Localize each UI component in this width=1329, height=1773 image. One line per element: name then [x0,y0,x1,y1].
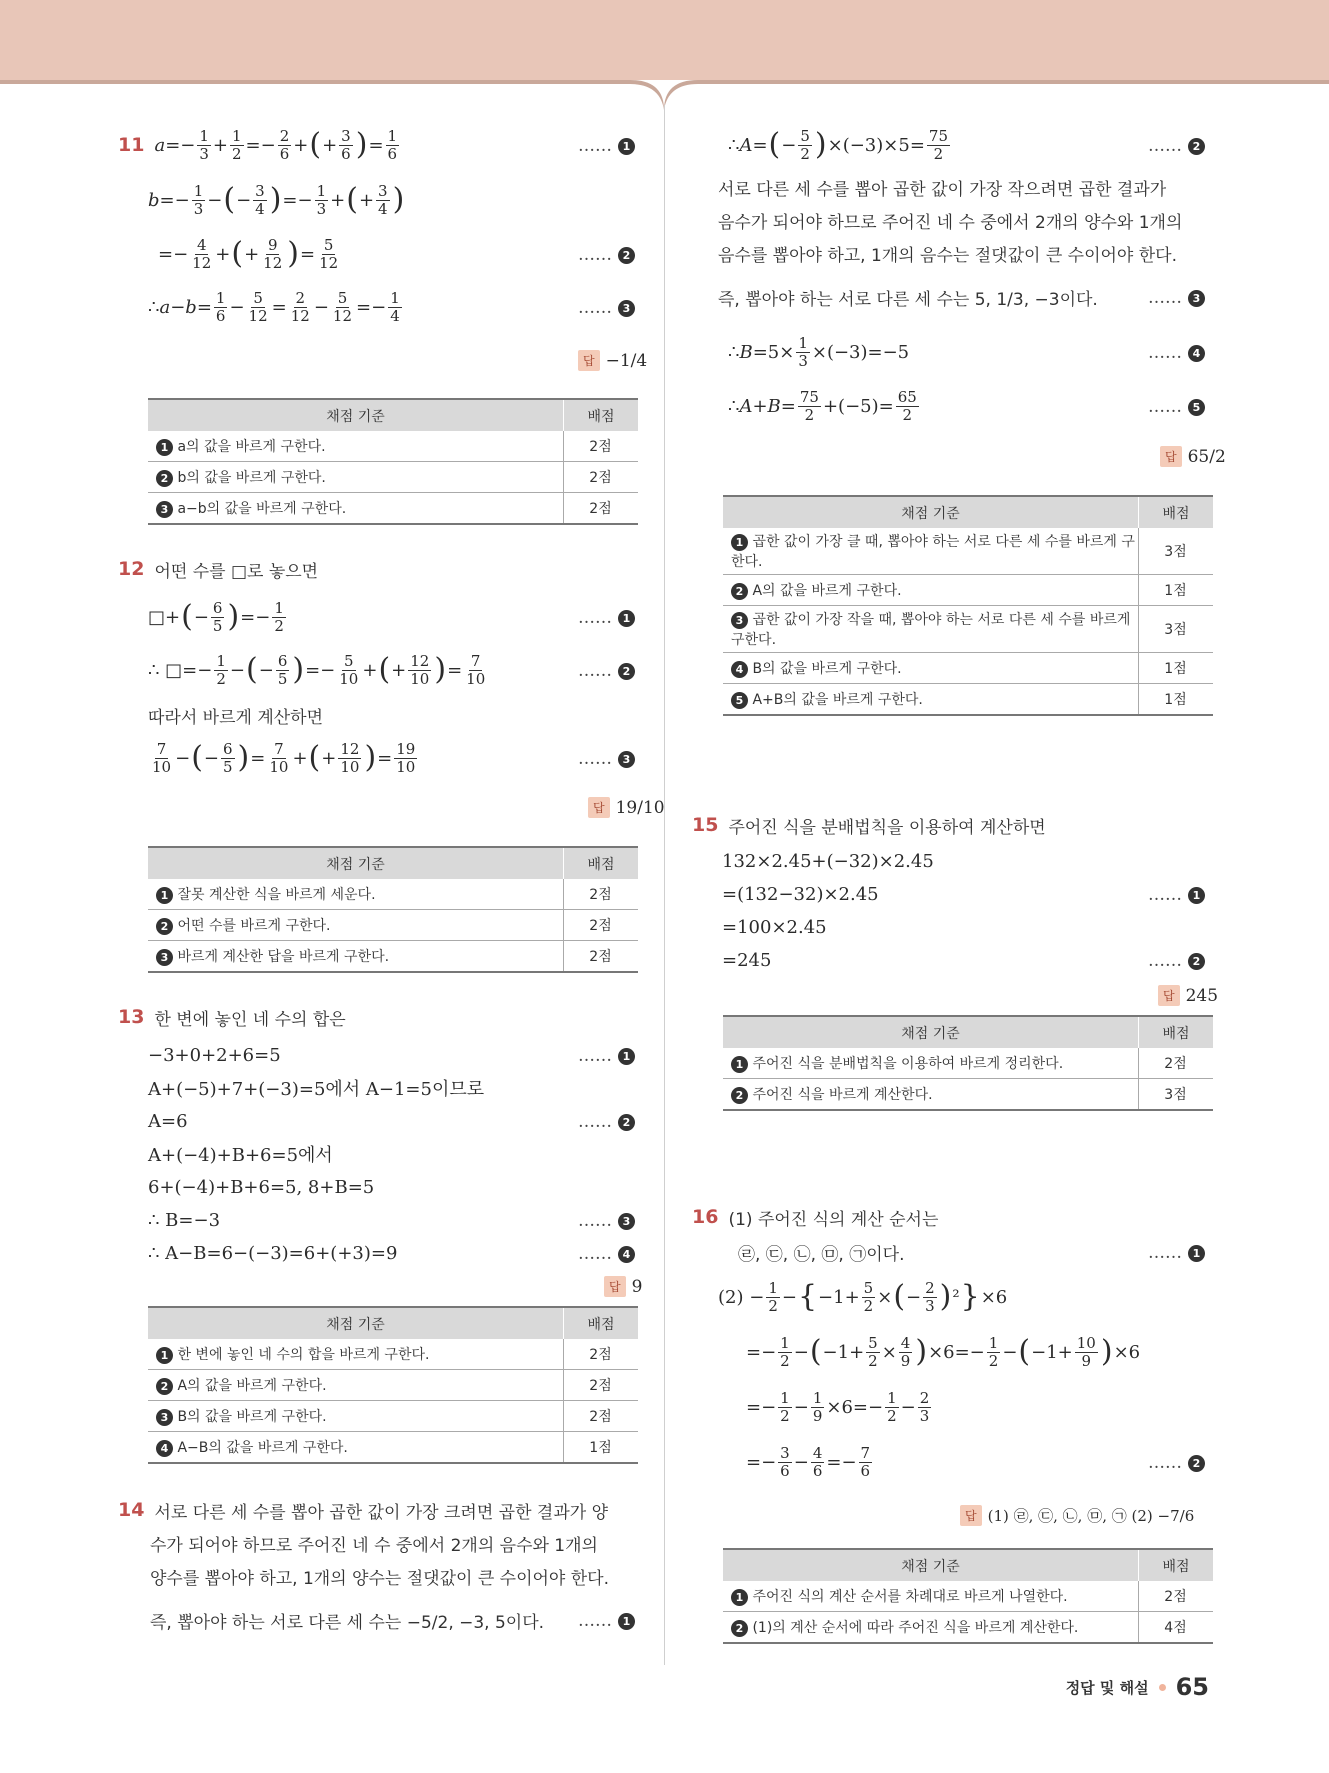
p12-line1: □+ ( − $\frac{6}{5}$ ) =− $\frac{1}{2}$ [148,599,284,635]
p15-l4: =245 [722,949,772,971]
table-row: 2 A의 값을 바르게 구한다. 1점 [723,575,1213,606]
p14-p2: 수가 되어야 하므로 주어진 네 수 중에서 2개의 음수와 1개의 [150,1535,598,1556]
table-row: 1 주어진 식의 계산 순서를 차례대로 바르게 나열한다. 2점 [723,1581,1213,1612]
step-marker-2: …… 2 [578,661,635,681]
p12-intro: 12 어떤 수를 □로 놓으면 [118,558,319,582]
p15-l2: =(132−32)×2.45 [722,883,879,905]
table-row: 4 A−B의 값을 바르게 구한다. 1점 [148,1432,638,1464]
step-marker-1: …… 1 [1148,1243,1205,1263]
p12-mid: 따라서 바르게 계산하면 [148,707,324,728]
p13-l6: ∴ B=−3 [148,1209,221,1231]
table-row: 5 A+B의 값을 바르게 구한다. 1점 [723,684,1213,716]
page-footer [1066,1673,1209,1701]
p11-score-table: 채점 기준 배점 1 a의 값을 바르게 구한다. 2점 2 b의 값을 바르게 구한다. 2점 3 a−b의 값을 바르게 구한다. 2점 [148,398,638,525]
p14-p3: 양수를 뽑아야 하고, 1개의 양수는 절댓값이 큰 수이어야 한다. [150,1568,609,1589]
step-marker-2: …… 2 [1148,136,1205,156]
p11-line-b1: b =− $\frac{1}{3}$ − ( − $\frac{3}{4}$ ) =− $\frac{1}{3}$ + ( + $\frac{3}{4}$ ) [148,182,405,218]
p15-score-table: 채점 기준 배점 1 주어진 식을 분배법칙을 이용하여 바르게 정리한다. 2점 2 주어진 식을 바르게 계산한다. 3점 [723,1015,1213,1111]
step-marker-1: …… 1 [578,136,635,156]
p14-answer: 답 65/2 [1160,446,1226,467]
p14-q2: 음수가 되어야 하므로 주어진 네 수 중에서 2개의 양수와 1개의 [718,212,1183,233]
step-marker-2: …… 2 [1148,951,1205,971]
p13-l4: A+(−4)+B+6=5에서 [148,1145,333,1166]
p15-l1: 132×2.45+(−32)×2.45 [722,850,934,872]
p14-p1: 14 서로 다른 세 수를 뽑아 곱한 값이 가장 크려면 곱한 결과가 양 [118,1499,609,1523]
p13-l2: A+(−5)+7+(−3)=5에서 A−1=5이므로 [148,1079,485,1100]
p11-line-amb: ∴ a − b = $\frac{1}{6}$ − $\frac{5}{12}$ = $\frac{2}{12}$ − $\frac{5}{12}$ =− $\frac{1}{4}$ [148,289,400,325]
answer-badge: 답 [578,350,600,371]
p13-l3: A=6 [148,1110,188,1132]
step-marker-4: …… 4 [578,1244,635,1264]
p16-order: ㉣, ㉢, ㉡, ㉤, ㉠이다. [738,1244,905,1265]
table-row: 3 바르게 계산한 답을 바르게 구한다. 2점 [148,941,638,973]
column-divider [664,105,665,1665]
p13-l5: 6+(−4)+B+6=5, 8+B=5 [148,1176,375,1198]
p16-score-table: 채점 기준 배점 1 주어진 식의 계산 순서를 차례대로 바르게 나열한다. 2점 2 (1)의 계산 순서에 따라 주어진 식을 바르게 계산한다. 4점 [723,1548,1213,1644]
p15-l3: =100×2.45 [722,916,827,938]
step-marker-1: …… 1 [1148,885,1205,905]
step-marker-4: …… 4 [1148,343,1205,363]
p11-answer: 답 −1/4 [578,350,647,371]
p14-q3: 음수를 뽑아야 하고, 1개의 음수는 절댓값이 큰 수이어야 한다. [718,245,1177,266]
step-marker-3: …… 3 [578,749,635,769]
table-row: 2 주어진 식을 바르게 계산한다. 3점 [723,1079,1213,1111]
p12-line2: ∴ □=− $\frac{1}{2}$ − ( − $\frac{6}{5}$ ) =− $\frac{5}{10}$ + ( + $\frac{12}{10}$ ) = $\frac{7}{10}$ [148,652,486,688]
p12-line3: $\frac{7}{10}$ − ( − $\frac{6}{5}$ ) = $\frac{7}{10}$ + ( + $\frac{12}{10}$ ) = $\frac{19}{10}$ [152,740,416,776]
step-marker-2: …… 2 [578,1112,635,1132]
footer-dot [1159,1684,1166,1691]
footer-label: 정답 및 해설 [1065,1678,1149,1697]
p14-sum-line: ∴ A + B = $\frac{75}{2}$ +(−5)= $\frac{65}{2}$ [728,388,917,424]
step-marker-3: …… 3 [578,1211,635,1231]
table-row: 2 A의 값을 바르게 구한다. 2점 [148,1370,638,1401]
p16-l2: =− $\frac{1}{2}$ − ( −1+ $\frac{5}{2}$ × $\frac{4}{9}$ ) ×6=− $\frac{1}{2}$ − ( −1+ $\frac{10}{9}$ ) ×6 [746,1334,1141,1370]
p16-l1: (2) − $\frac{1}{2}$ − { −1+ $\frac{5}{2}$ × ( − $\frac{2}{3}$ ) ² } ×6 [718,1279,1008,1315]
p15-intro: 15 주어진 식을 분배법칙을 이용하여 계산하면 [692,814,1046,838]
table-row: 1 주어진 식을 분배법칙을 이용하여 바르게 정리한다. 2점 [723,1048,1213,1079]
p12-score-table: 채점 기준 배점 1 잘못 계산한 식을 바르게 세운다. 2점 2 어떤 수를 바르게 구한다. 2점 3 바르게 계산한 답을 바르게 구한다. 2점 [148,846,638,973]
table-row: 2 b의 값을 바르게 구한다. 2점 [148,462,638,493]
table-row: 1 한 변에 놓인 네 수의 합을 바르게 구한다. 2점 [148,1339,638,1370]
step-marker-3: …… 3 [578,298,635,318]
p15-answer: 답 245 [1158,985,1218,1006]
step-marker-1: …… 1 [578,1046,635,1066]
step-marker-5: …… 5 [1148,397,1205,417]
p16-answer: 답 (1) ㉣, ㉢, ㉡, ㉤, ㉠ (2) −7/6 [960,1505,1194,1526]
p13-score-table: 채점 기준 배점 1 한 변에 놓인 네 수의 합을 바르게 구한다. 2점 2 A의 값을 바르게 구한다. 2점 3 B의 값을 바르게 구한다. 2점 4 A−B의 값을 바르게 구한다. 1점 [148,1306,638,1464]
p12-answer: 답 19/10 [588,797,665,818]
p14-q1: 서로 다른 세 수를 뽑아 곱한 값이 가장 작으려면 곱한 결과가 [718,179,1167,200]
step-marker-3: …… 3 [1148,288,1205,308]
table-row: 1 곱한 값이 가장 클 때, 뽑아야 하는 서로 다른 세 수를 바르게 구한다. 3점 [723,528,1213,575]
p14-b-line: ∴ B =5× $\frac{1}{3}$ ×(−3)=−5 [728,334,910,370]
p16-intro: 16 (1) 주어진 식의 계산 순서는 [692,1206,939,1230]
p14-p4: 즉, 뽑아야 하는 서로 다른 세 수는 −5/2, −3, 5이다. [150,1612,545,1633]
table-row: 1 잘못 계산한 식을 바르게 세운다. 2점 [148,879,638,910]
p16-l3: =− $\frac{1}{2}$ − $\frac{1}{9}$ ×6=− $\frac{1}{2}$ − $\frac{2}{3}$ [746,1389,930,1425]
p11-line-a: 11 a =− $\frac{1}{3}$ + $\frac{1}{2}$ =− $\frac{2}{6}$ + ( + $\frac{3}{6}$ ) = $\frac{1}{6}$ [118,127,398,163]
table-row: 4 B의 값을 바르게 구한다. 1점 [723,653,1213,684]
problem-number: 11 [118,134,145,156]
p16-l4: =− $\frac{3}{6}$ − $\frac{4}{6}$ =− $\frac{7}{6}$ [746,1444,871,1480]
p13-intro: 13 한 변에 놓인 네 수의 합은 [118,1006,346,1030]
table-row: 3 B의 값을 바르게 구한다. 2점 [148,1401,638,1432]
table-row: 2 (1)의 계산 순서에 따라 주어진 식을 바르게 계산한다. 4점 [723,1612,1213,1644]
p14-a-line: ∴ A = ( − $\frac{5}{2}$ ) ×(−3)×5= $\frac{75}{2}$ [728,127,948,163]
step-marker-1: …… 1 [578,608,635,628]
p14-score-table: 채점 기준 배점 1 곱한 값이 가장 클 때, 뽑아야 하는 서로 다른 세 수를 바르게 구한다. 3점 2 A의 값을 바르게 구한다. 1점 3 곱한 값이 가장 작을 때, 뽑아야 하는 서로 다른 세 수를 바르게 구한다. 3점 4 B의 값을 바르게 구한다. 1점 5 A+B의 값을 바르게 구한다. 1점 [723,495,1213,716]
right-column [692,0,1226,1773]
page-number: 65 [1175,1673,1209,1701]
step-marker-1: …… 1 [578,1611,635,1631]
table-row: 3 곱한 값이 가장 작을 때, 뽑아야 하는 서로 다른 세 수를 바르게 구한다. 3점 [723,606,1213,653]
p13-answer: 답 9 [604,1276,642,1297]
table-row: 3 a−b의 값을 바르게 구한다. 2점 [148,493,638,525]
step-marker-2: …… 2 [578,245,635,265]
p11-line-b2: =− $\frac{4}{12}$ + ( + $\frac{9}{12}$ ) = $\frac{5}{12}$ [158,236,339,272]
table-row: 1 a의 값을 바르게 구한다. 2점 [148,431,638,462]
left-column [118,0,665,1773]
p14-q4: 즉, 뽑아야 하는 서로 다른 세 수는 5, 1/3, −3이다. [718,289,1098,310]
p13-l7: ∴ A−B=6−(−3)=6+(+3)=9 [148,1242,398,1264]
p13-l1: −3+0+2+6=5 [148,1044,281,1066]
step-marker-2: …… 2 [1148,1453,1205,1473]
table-row: 2 어떤 수를 바르게 구한다. 2점 [148,910,638,941]
